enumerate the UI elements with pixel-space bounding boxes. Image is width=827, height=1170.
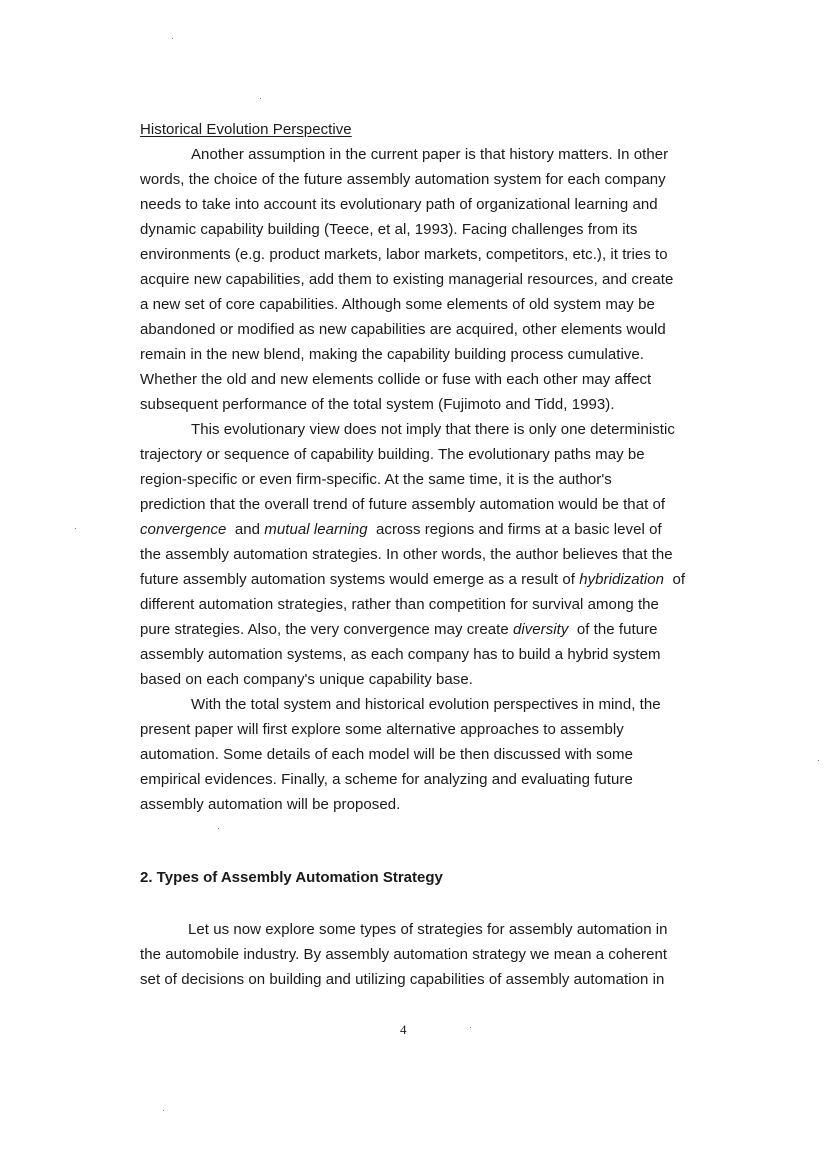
historical-evolution-section [140, 117, 730, 817]
section-2-line-2: the automobile industry. By assembly automation strategy we mean a coherent [140, 946, 668, 963]
paragraph-1-line-2: words, the choice of the future assembly automation system for each company [140, 171, 666, 188]
paragraph-1-line-1: Another assumption in the current paper is that history matters. In other [191, 146, 669, 163]
paragraph-1-line-8: abandoned or modified as new capabilities are acquired, other elements would [140, 321, 666, 338]
scan-speck [818, 760, 819, 761]
line-fragment: of the future [568, 621, 658, 638]
paragraph-2-line-5 [140, 517, 730, 542]
line-fragment: pure strategies. Also, the very convergence may create [140, 621, 513, 638]
scan-speck [470, 1027, 471, 1028]
scan-speck [172, 38, 173, 39]
paragraph-1-line-9: remain in the new blend, making the capability building process cumulative. [140, 346, 645, 363]
paragraph-2-line-6: the assembly automation strategies. In other words, the author believes that the [140, 546, 673, 563]
paragraph-3-line-5: assembly automation will be proposed. [140, 796, 401, 813]
paragraph-2-line-8: different automation strategies, rather than competition for survival among the [140, 596, 659, 613]
subheading-historical-evolution: Historical Evolution Perspective [140, 121, 352, 138]
paragraph-2-line-3: region-specific or even firm-specific. At the same time, it is the author's [140, 471, 612, 488]
emphasis-convergence: convergence [140, 521, 227, 538]
scan-speck [218, 828, 219, 829]
paragraph-2-line-4: prediction that the overall trend of future assembly automation would be that of [140, 496, 666, 513]
line-fragment: across regions and firms at a basic level of [367, 521, 662, 538]
line-fragment: and [226, 521, 265, 538]
paragraph-2-line-9 [140, 617, 730, 642]
paragraph-1-line-3: needs to take into account its evolutionary path of organizational learning and [140, 196, 658, 213]
section-2-body [140, 917, 730, 992]
paragraph-3-line-3: automation. Some details of each model will be then discussed with some [140, 746, 633, 763]
paragraph-2-line-7 [140, 567, 730, 592]
line-fragment: future assembly automation systems would emerge as a result of [140, 571, 580, 588]
scan-speck [75, 528, 76, 529]
scan-speck [260, 98, 261, 99]
paragraph-1-line-10: Whether the old and new elements collide or fuse with each other may affect [140, 371, 652, 388]
page-number: 4 [400, 1022, 407, 1037]
paragraph-1-line-7: a new set of core capabilities. Although some elements of old system may be [140, 296, 655, 313]
paragraph-2-line-2: trajectory or sequence of capability building. The evolutionary paths may be [140, 446, 645, 463]
scan-speck [163, 1110, 164, 1111]
section-2-line-3: set of decisions on building and utilizing capabilities of assembly automation in [140, 971, 665, 988]
emphasis-mutual-learning: mutual learning [264, 521, 368, 538]
emphasis-hybridization: hybridization [579, 571, 665, 588]
paragraph-3-line-1: With the total system and historical evolution perspectives in mind, the [191, 696, 661, 713]
paragraph-1-line-6: acquire new capabilities, add them to existing managerial resources, and create [140, 271, 674, 288]
emphasis-diversity: diversity [512, 621, 569, 638]
section-2-heading: 2. Types of Assembly Automation Strategy [140, 869, 443, 886]
section-2-line-1: Let us now explore some types of strategies for assembly automation in [188, 921, 668, 938]
paragraph-2-line-11: based on each company's unique capability base. [140, 671, 473, 688]
paragraph-2-line-1: This evolutionary view does not imply that there is only one deterministic [191, 421, 675, 438]
paragraph-3-line-2: present paper will first explore some alternative approaches to assembly [140, 721, 624, 738]
paragraph-1-line-11: subsequent performance of the total system (Fujimoto and Tidd, 1993). [140, 396, 615, 413]
paragraph-1-line-4: dynamic capability building (Teece, et al, 1993). Facing challenges from its [140, 221, 638, 238]
paragraph-3-line-4: empirical evidences. Finally, a scheme for analyzing and evaluating future [140, 771, 633, 788]
paragraph-1-line-5: environments (e.g. product markets, labor markets, competitors, etc.), it tries to [140, 246, 668, 263]
paragraph-2-line-10: assembly automation systems, as each company has to build a hybrid system [140, 646, 661, 663]
line-fragment: of [664, 571, 686, 588]
